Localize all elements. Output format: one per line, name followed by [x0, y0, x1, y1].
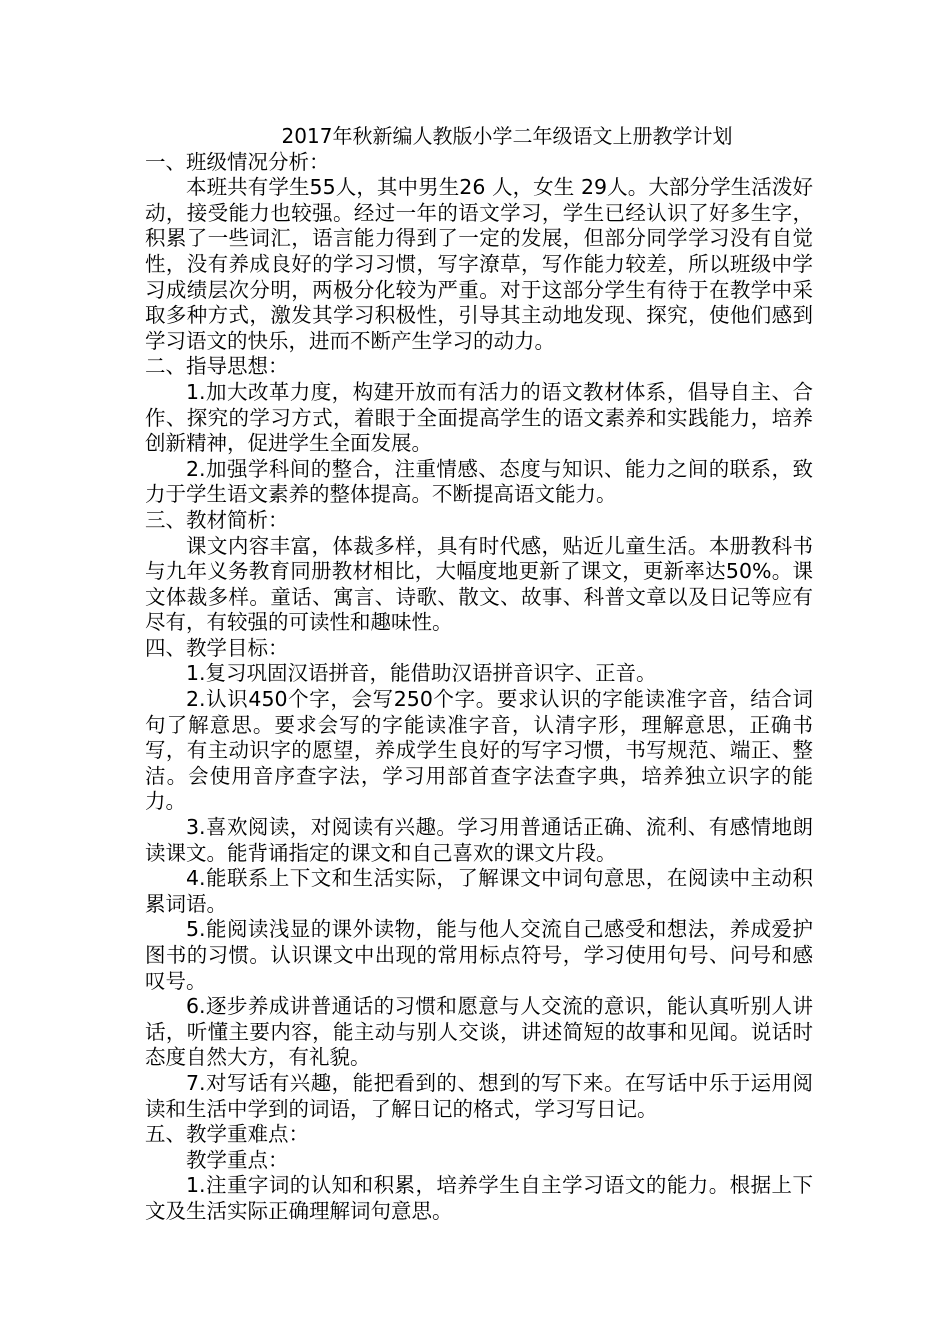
- section-heading: 三、教材简析：: [145, 507, 289, 532]
- paragraph: 2.加强学科间的整合，注重情感、态度与知识、能力之间的联系，致力于学生语文素养的整体提高。不断提高语文能力。: [145, 456, 813, 507]
- document-page: [145, 124, 813, 1225]
- paragraph: 4.能联系上下文和生活实际，了解课文中词句意思，在阅读中主动积累词语。: [145, 866, 813, 916]
- paragraph: 3.喜欢阅读，对阅读有兴趣。学习用普通话正确、流利、有感情地朗读课文。能背诵指定的课文和自己喜欢的课文片段。: [145, 815, 813, 865]
- section-heading: 二、指导思想：: [145, 354, 289, 379]
- paragraph: 教学重点：: [186, 1147, 289, 1172]
- document-title: 2017年秋新编人教版小学二年级语文上册教学计划: [281, 124, 733, 148]
- paragraph: 7.对写话有兴趣，能把看到的、想到的写下来。在写话中乐于运用阅读和生活中学到的词语，了解日记的格式，学习写日记。: [145, 1070, 813, 1121]
- section-heading: 一、班级情况分析：: [145, 149, 330, 174]
- section-heading: 四、教学目标：: [145, 635, 289, 660]
- paragraph: 6.逐步养成讲普通话的习惯和愿意与人交流的意识，能认真听别人讲话，听懂主要内容，能主动与别人交谈，讲述简短的故事和见闻。说话时态度自然大方，有礼貌。: [145, 994, 813, 1070]
- paragraph: 1.加大改革力度，构建开放而有活力的语文教材体系，倡导自主、合作、探究的学习方式，着眼于全面提高学生的语文素养和实践能力，培养创新精神，促进学生全面发展。: [145, 379, 813, 456]
- section-heading: 五、教学重难点：: [145, 1122, 309, 1147]
- section-class-analysis: [145, 150, 813, 355]
- paragraph: 5.能阅读浅显的课外读物，能与他人交流自己感受和想法，养成爱护图书的习惯。认识课文中出现的常用标点符号，学习使用句号、问号和感叹号。: [145, 917, 813, 993]
- paragraph: 本班共有学生55人，其中男生26 人，女生 29人。大部分学生活泼好动，接受能力也较强。经过一年的语文学习，学生已经认识了好多生字，积累了一些词汇，语言能力得到了一定的发展，但部分同学学习没有自觉性，没有养成良好的学习习惯，写字潦草，写作能力较差，所以班级中学习成绩层次分明，两极分化较为严重。对于这部分学生有待于在教学中采取多种方式，激发其学习积极性，引导其主动地发现、探究，使他们感到学习语文的快乐，进而不断产生学习的动力。: [145, 175, 813, 353]
- section-key-difficulties: [145, 1122, 813, 1224]
- section-guiding-ideology: [145, 354, 813, 508]
- section-textbook-analysis: [145, 508, 813, 636]
- section-teaching-goals: [145, 636, 813, 1122]
- paragraph: 1.注重字词的认知和积累，培养学生自主学习语文的能力。根据上下文及生活实际正确理解词句意思。: [145, 1173, 813, 1223]
- paragraph: 1.复习巩固汉语拼音，能借助汉语拼音识字、正音。: [186, 661, 657, 686]
- paragraph: 2.认识450个字，会写250个字。要求认识的字能读准字音，结合词句了解意思。要求会写的字能读准字音，认清字形，理解意思，正确书写，有主动识字的愿望，养成学生良好的写字习惯，书写规范、端正、整洁。会使用音序查字法，学习用部首查字法查字典，培养独立识字的能力。: [145, 687, 813, 814]
- paragraph: 课文内容丰富，体裁多样，具有时代感，贴近儿童生活。本册教科书与九年义务教育同册教材相比，大幅度地更新了课文，更新率达50%。课文体裁多样。童话、寓言、诗歌、散文、故事、科普文章以及日记等应有尽有，有较强的可读性和趣味性。: [145, 533, 813, 635]
